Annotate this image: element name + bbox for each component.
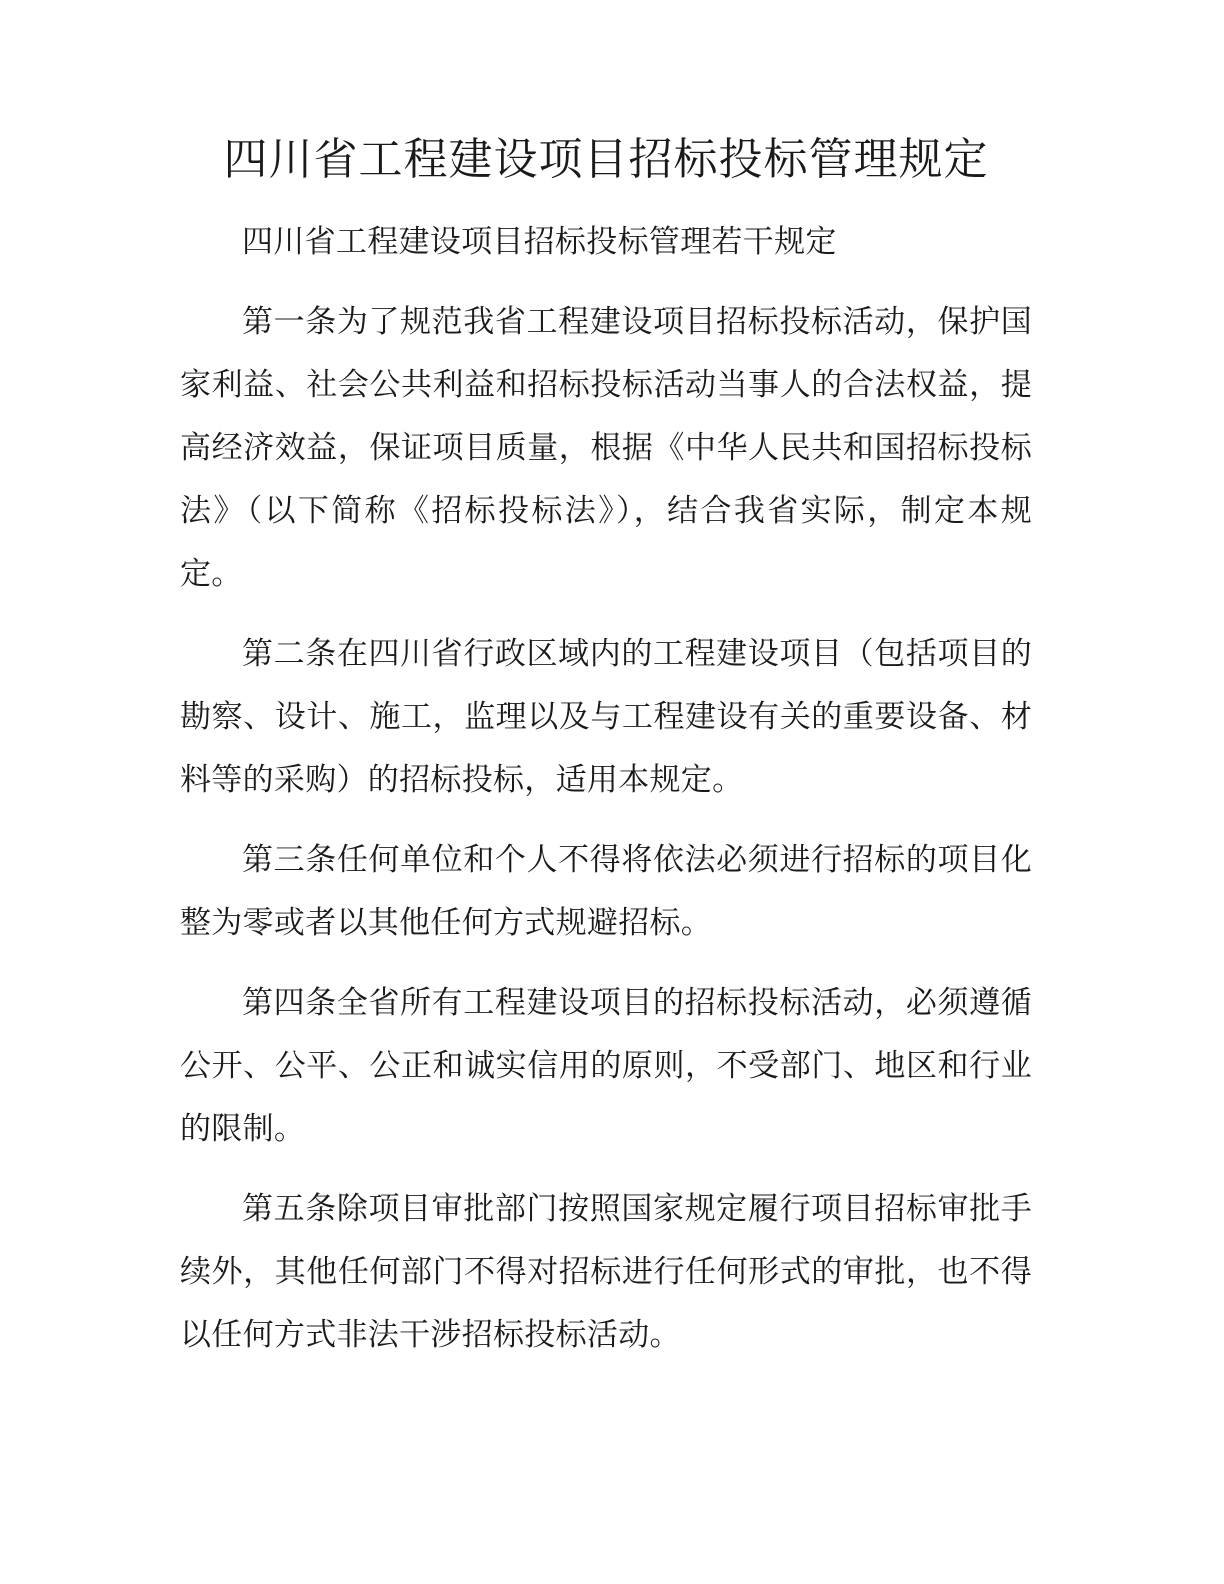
- subtitle-paragraph: 四川省工程建设项目招标投标管理若干规定: [242, 224, 837, 260]
- article-3-paragraph: 第三条任何单位和个人不得将依法必须进行招标的项目化整为零或者以其他任何方式规避招标。: [180, 842, 1032, 941]
- article-5-paragraph: 第五条除项目审批部门按照国家规定履行项目招标审批手续外，其他任何部门不得对招标进行任何形式的审批，也不得以任何方式非法干涉招标投标活动。: [180, 1191, 1032, 1353]
- article-1-paragraph: 第一条为了规范我省工程建设项目招标投标活动，保护国家利益、社会公共利益和招标投标活动当事人的合法权益，提高经济效益，保证项目质量，根据《中华人民共和国招标投标法》（以下简称《招标投标法》），结合我省实际，制定本规定。: [180, 304, 1032, 592]
- article-2-paragraph: 第二条在四川省行政区域内的工程建设项目（包括项目的勘察、设计、施工，监理以及与工程建设有关的重要设备、材料等的采购）的招标投标，适用本规定。: [180, 636, 1032, 798]
- document-body: [180, 211, 1032, 1384]
- document-title: 四川省工程建设项目招标投标管理规定: [223, 134, 989, 185]
- article-4-paragraph: 第四条全省所有工程建设项目的招标投标活动，必须遵循公开、公平、公正和诚实信用的原则，不受部门、地区和行业的限制。: [180, 985, 1032, 1147]
